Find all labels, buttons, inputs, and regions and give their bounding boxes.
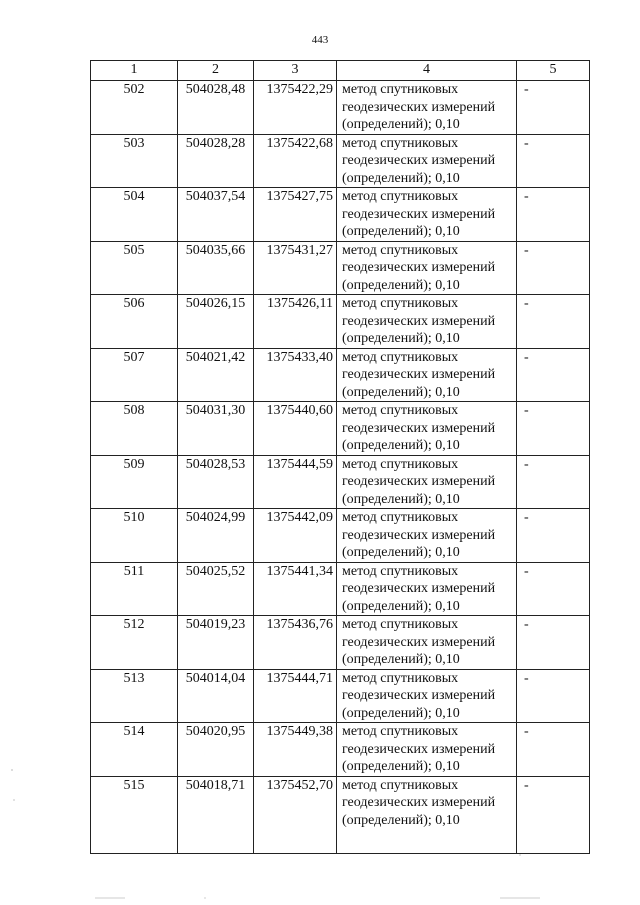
method-text-line: геодезических измерений [342, 474, 496, 489]
method-text-line: (определений); 0,10 [342, 331, 460, 346]
point-number-cell: 505 [91, 241, 178, 295]
coordinate-y-cell: 1375422,68 [254, 134, 337, 188]
coordinate-y-cell: 1375440,60 [254, 402, 337, 456]
note-cell: - [517, 562, 590, 616]
table-row [91, 562, 590, 616]
method-text-line: геодезических измерений [342, 688, 496, 703]
method-text-line: геодезических измерений [342, 260, 496, 275]
method-cell [337, 134, 517, 188]
method-cell [337, 776, 517, 853]
method-text-line: метод спутниковых [342, 82, 459, 97]
method-text-line: геодезических измерений [342, 153, 496, 168]
method-text-line: геодезических измерений [342, 634, 496, 650]
method-text-line: метод спутниковых [342, 349, 459, 365]
method-cell [337, 402, 517, 456]
point-number-cell: 506 [91, 295, 178, 349]
header-cell-1: 1 [91, 61, 178, 81]
method-text-line: геодезических измерений [342, 795, 496, 810]
method-text-line: метод спутниковых [342, 510, 459, 525]
method-text-line: метод спутниковых [342, 242, 459, 258]
note-cell: - [517, 134, 590, 188]
header-cell-3: 3 [254, 61, 337, 81]
table-row [91, 723, 590, 777]
coordinate-x-cell: 504020,95 [178, 723, 254, 777]
coordinate-x-cell: 504028,53 [178, 455, 254, 509]
note-cell: - [517, 669, 590, 723]
coordinate-x-cell: 504021,42 [178, 348, 254, 402]
coordinates-table [90, 60, 590, 854]
point-number-cell: 515 [91, 776, 178, 853]
coordinate-y-cell: 1375433,40 [254, 348, 337, 402]
coordinate-x-cell: 504025,52 [178, 562, 254, 616]
method-cell [337, 188, 517, 242]
table-row [91, 348, 590, 402]
note-cell: - [517, 509, 590, 563]
coordinate-y-cell: 1375441,34 [254, 562, 337, 616]
point-number-cell: 513 [91, 669, 178, 723]
method-cell [337, 348, 517, 402]
method-text-line: (определений); 0,10 [342, 438, 460, 453]
coordinate-x-cell: 504028,48 [178, 81, 254, 135]
method-text-line: (определений); 0,10 [342, 759, 460, 774]
method-text-line: (определений); 0,10 [342, 224, 460, 239]
table-body [91, 81, 590, 854]
method-cell [337, 241, 517, 295]
point-number-cell: 514 [91, 723, 178, 777]
coordinate-x-cell: 504019,23 [178, 616, 254, 670]
method-text-line: метод спутниковых [342, 777, 459, 793]
coordinate-y-cell: 1375452,70 [254, 776, 337, 853]
table-header-row [91, 61, 590, 81]
method-text-line: геодезических измерений [342, 99, 496, 115]
table-row [91, 134, 590, 188]
method-text-line: (определений); 0,10 [342, 652, 460, 667]
table-row [91, 669, 590, 723]
note-cell: - [517, 402, 590, 456]
point-number-cell: 503 [91, 134, 178, 188]
coordinate-y-cell: 1375444,71 [254, 669, 337, 723]
method-cell [337, 81, 517, 135]
method-text-line: метод спутниковых [342, 670, 459, 686]
method-text-line: метод спутниковых [342, 617, 459, 632]
point-number-cell: 512 [91, 616, 178, 670]
note-cell: - [517, 776, 590, 853]
method-text-line: геодезических измерений [342, 420, 496, 436]
method-text-line: метод спутниковых [342, 189, 459, 204]
coordinate-x-cell: 504026,15 [178, 295, 254, 349]
method-text-line: геодезических измерений [342, 367, 496, 382]
coordinate-y-cell: 1375427,75 [254, 188, 337, 242]
coordinate-x-cell: 504014,04 [178, 669, 254, 723]
coordinate-x-cell: 504028,28 [178, 134, 254, 188]
method-text-line: метод спутниковых [342, 135, 459, 151]
coordinate-y-cell: 1375444,59 [254, 455, 337, 509]
note-cell: - [517, 295, 590, 349]
point-number-cell: 504 [91, 188, 178, 242]
coordinate-y-cell: 1375426,11 [254, 295, 337, 349]
coordinate-x-cell: 504035,66 [178, 241, 254, 295]
note-cell: - [517, 455, 590, 509]
header-cell-4: 4 [337, 61, 517, 81]
method-cell [337, 562, 517, 616]
note-cell: - [517, 616, 590, 670]
header-cell-5: 5 [517, 61, 590, 81]
page-number: 443 [311, 34, 329, 46]
table-row [91, 295, 590, 349]
note-cell: - [517, 81, 590, 135]
coordinate-y-cell: 1375422,29 [254, 81, 337, 135]
method-text-line: геодезических измерений [342, 313, 496, 329]
method-text-line: (определений); 0,10 [342, 170, 460, 186]
method-text-line: геодезических измерений [342, 527, 496, 543]
table-row [91, 402, 590, 456]
method-text-line: метод спутниковых [342, 456, 459, 472]
coordinate-x-cell: 504024,99 [178, 509, 254, 563]
method-text-line: (определений); 0,10 [342, 705, 460, 721]
method-text-line: геодезических измерений [342, 581, 496, 596]
method-cell [337, 669, 517, 723]
point-number-cell: 502 [91, 81, 178, 135]
method-text-line: (определений); 0,10 [342, 117, 460, 132]
table-row [91, 188, 590, 242]
method-cell [337, 295, 517, 349]
note-cell: - [517, 188, 590, 242]
method-cell [337, 723, 517, 777]
table-row [91, 616, 590, 670]
method-text-line: (определений); 0,10 [342, 384, 460, 400]
method-cell [337, 616, 517, 670]
method-text-line: (определений); 0,10 [342, 277, 460, 293]
point-number-cell: 507 [91, 348, 178, 402]
note-cell: - [517, 348, 590, 402]
coordinate-x-cell: 504031,30 [178, 402, 254, 456]
method-text-line: геодезических измерений [342, 206, 496, 222]
table-row [91, 776, 590, 853]
coordinate-y-cell: 1375436,76 [254, 616, 337, 670]
method-text-line: геодезических измерений [342, 741, 496, 757]
table-row [91, 81, 590, 135]
method-text-line: метод спутниковых [342, 563, 459, 579]
method-text-line: (определений); 0,10 [342, 545, 460, 560]
coordinate-x-cell: 504018,71 [178, 776, 254, 853]
point-number-cell: 511 [91, 562, 178, 616]
note-cell: - [517, 723, 590, 777]
point-number-cell: 510 [91, 509, 178, 563]
note-cell: - [517, 241, 590, 295]
table-row [91, 455, 590, 509]
coordinate-y-cell: 1375442,09 [254, 509, 337, 563]
coordinate-x-cell: 504037,54 [178, 188, 254, 242]
point-number-cell: 509 [91, 455, 178, 509]
coordinate-y-cell: 1375449,38 [254, 723, 337, 777]
coordinate-y-cell: 1375431,27 [254, 241, 337, 295]
method-text-line: метод спутниковых [342, 403, 459, 418]
method-cell [337, 509, 517, 563]
table-row [91, 509, 590, 563]
method-text-line: метод спутниковых [342, 724, 459, 739]
point-number-cell: 508 [91, 402, 178, 456]
method-text-line: (определений); 0,10 [342, 598, 460, 614]
method-cell [337, 455, 517, 509]
method-text-line: (определений); 0,10 [342, 812, 460, 828]
table-row [91, 241, 590, 295]
method-text-line: (определений); 0,10 [342, 491, 460, 507]
method-text-line: метод спутниковых [342, 296, 459, 311]
header-cell-2: 2 [178, 61, 254, 81]
